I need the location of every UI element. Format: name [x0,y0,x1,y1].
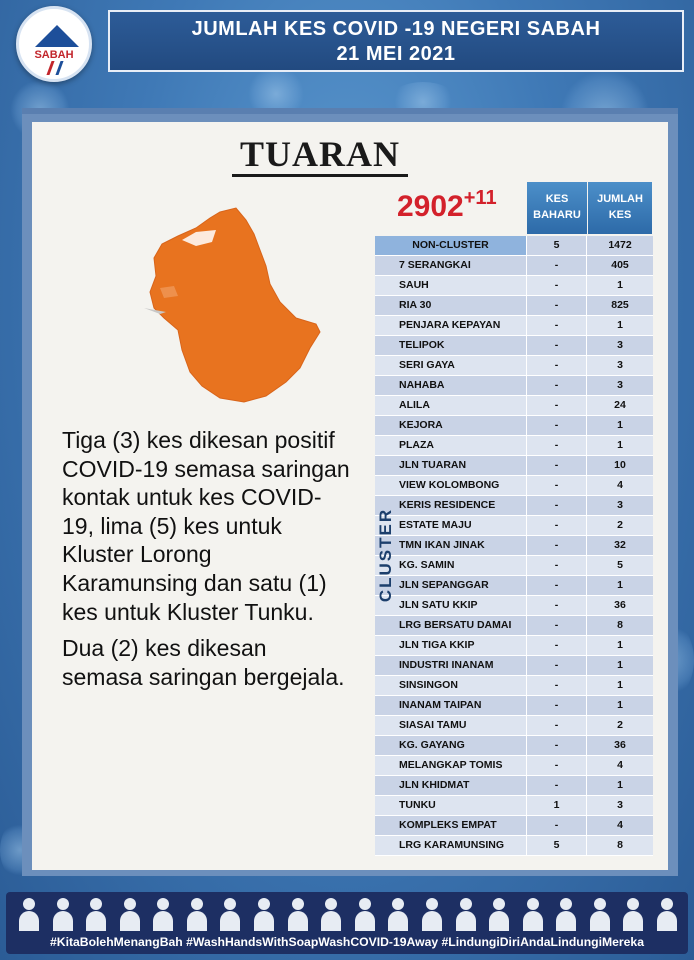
frontliner-figure-icon [320,896,342,932]
table-row [375,356,653,376]
logo [16,6,92,82]
row-total-cases: 1 [587,416,653,435]
row-name: TELIPOK [375,336,527,355]
table-row [375,516,653,536]
table-row [375,836,653,856]
row-new-cases: - [527,516,587,535]
row-total-cases: 4 [587,816,653,835]
table-row [375,616,653,636]
row-new-cases: 1 [527,796,587,815]
frontliner-figure-icon [421,896,443,932]
table-row [375,336,653,356]
row-total-cases: 36 [587,596,653,615]
row-new-cases: - [527,436,587,455]
header-title: JUMLAH KES COVID -19 NEGERI SABAH [191,18,601,40]
column-header-new [527,182,587,234]
table-row [375,316,653,336]
district-title: TUARAN [232,134,408,177]
table-row [375,716,653,736]
row-new-cases: - [527,536,587,555]
row-new-cases: - [527,316,587,335]
row-name: PLAZA [375,436,527,455]
frontliner-figure-icon [287,896,309,932]
page-header [108,10,684,72]
row-name: TUNKU [375,796,527,815]
row-name: SINSINGON [375,676,527,695]
frontliner-figure-icon [119,896,141,932]
header-date: 21 MEI 2021 [336,43,456,65]
frontliner-figure-icon [354,896,376,932]
row-new-cases: - [527,396,587,415]
row-new-cases: - [527,296,587,315]
row-name: 7 SERANGKAI [375,256,527,275]
row-new-cases: - [527,416,587,435]
table-row [375,796,653,816]
case-description [62,426,352,699]
tuaran-district-map [120,200,330,410]
row-name: LRG BERSATU DAMAI [375,616,527,635]
frontliner-figure-icon [253,896,275,932]
table-row [375,816,653,836]
row-new-cases: - [527,256,587,275]
row-total-cases: 1 [587,776,653,795]
row-name: SIASAI TAMU [375,716,527,735]
table-row [375,416,653,436]
row-new-cases: - [527,816,587,835]
row-total-cases: 3 [587,376,653,395]
table-row [375,756,653,776]
table-row-non-cluster [375,236,653,256]
row-new-cases: - [527,336,587,355]
row-total-cases: 1472 [587,236,653,255]
row-total-cases: 1 [587,656,653,675]
table-row [375,376,653,396]
row-new-cases: - [527,596,587,615]
row-total-cases: 1 [587,696,653,715]
row-name: NAHABA [375,376,527,395]
row-total-cases: 405 [587,256,653,275]
frontliner-figure-icon [186,896,208,932]
frontliner-figures-icon [18,896,678,934]
row-total-cases: 4 [587,756,653,775]
new-cases-value: +11 [463,187,497,209]
row-new-cases: - [527,776,587,795]
frontliner-figure-icon [522,896,544,932]
table-row [375,396,653,416]
row-total-cases: 3 [587,496,653,515]
sabah-health-logo-icon [35,25,79,47]
frontliner-figure-icon [622,896,644,932]
table-row [375,476,653,496]
frontliner-figure-icon [219,896,241,932]
table-row [375,676,653,696]
table-row [375,776,653,796]
table-row [375,696,653,716]
cluster-label: CLUSTER [376,507,395,603]
row-total-cases: 24 [587,396,653,415]
table-row [375,436,653,456]
row-name: LRG KARAMUNSING [375,836,527,855]
frontliner-figure-icon [488,896,510,932]
row-new-cases: - [527,656,587,675]
row-new-cases: - [527,636,587,655]
row-name: KOMPLEKS EMPAT [375,816,527,835]
column-header-total-label: JUMLAH KES [597,193,643,221]
row-name: SAUH [375,276,527,295]
row-new-cases: 5 [527,236,587,255]
column-header-total [588,182,652,234]
row-total-cases: 1 [587,276,653,295]
table-row [375,656,653,676]
row-new-cases: - [527,556,587,575]
table-row [375,736,653,756]
row-new-cases: - [527,676,587,695]
row-total-cases: 8 [587,836,653,855]
row-total-cases: 32 [587,536,653,555]
table-row [375,596,653,616]
description-paragraph-2: Dua (2) kes dikesan semasa saringan bergejala. [62,635,345,690]
total-cases-value: 2902 [397,190,464,223]
table-row [375,556,653,576]
table-row [375,456,653,476]
row-total-cases: 3 [587,796,653,815]
row-new-cases: - [527,376,587,395]
row-new-cases: - [527,456,587,475]
footer-hashtags: #KitaBolehMenangBah #WashHandsWithSoapWashCOVID-19Away #LindungiDiriAndaLindungiMereka [50,935,644,949]
table-row [375,576,653,596]
logo-ribbon-icon [46,61,63,75]
row-name: NON-CLUSTER [375,236,527,255]
row-total-cases: 36 [587,736,653,755]
frontliner-figure-icon [555,896,577,932]
frontliner-figure-icon [589,896,611,932]
row-new-cases: - [527,476,587,495]
row-name: ESTATE MAJU [375,516,527,535]
row-name: RIA 30 [375,296,527,315]
row-name: JLN SATU KKIP [375,596,527,615]
row-total-cases: 2 [587,716,653,735]
logo-text: SABAH [34,49,74,61]
row-name: INANAM TAIPAN [375,696,527,715]
row-total-cases: 1 [587,436,653,455]
frontliner-figure-icon [85,896,107,932]
row-name: KG. GAYANG [375,736,527,755]
row-total-cases: 3 [587,336,653,355]
row-total-cases: 1 [587,576,653,595]
row-total-cases: 8 [587,616,653,635]
row-new-cases: - [527,716,587,735]
table-row [375,296,653,316]
row-new-cases: - [527,756,587,775]
table-row [375,636,653,656]
frontliner-figure-icon [18,896,40,932]
row-name: JLN TIGA KKIP [375,636,527,655]
row-name: PENJARA KEPAYAN [375,316,527,335]
row-new-cases: - [527,576,587,595]
row-new-cases: - [527,696,587,715]
row-total-cases: 1 [587,636,653,655]
row-name: KEJORA [375,416,527,435]
total-cases [397,187,497,224]
table-row [375,536,653,556]
cases-table [375,236,653,856]
row-new-cases: - [527,736,587,755]
frontliner-figure-icon [52,896,74,932]
row-total-cases: 2 [587,516,653,535]
frontliner-figure-icon [387,896,409,932]
row-name: INDUSTRI INANAM [375,656,527,675]
table-row [375,256,653,276]
row-name: MELANGKAP TOMIS [375,756,527,775]
row-total-cases: 4 [587,476,653,495]
row-name: JLN KHIDMAT [375,776,527,795]
row-total-cases: 5 [587,556,653,575]
column-header-new-label: KES BAHARU [533,193,581,221]
row-new-cases: 5 [527,836,587,855]
row-new-cases: - [527,616,587,635]
row-name: JLN SEPANGGAR [375,576,527,595]
row-new-cases: - [527,276,587,295]
frontliner-figure-icon [656,896,678,932]
row-name: VIEW KOLOMBONG [375,476,527,495]
frontliner-figure-icon [455,896,477,932]
description-paragraph-1: Tiga (3) kes dikesan positif COVID-19 semasa saringan kontak untuk kes COVID-19, lima (5) kes untuk Kluster Lorong Karamunsing dan satu (1) kes untuk Kluster Tunku. [62,427,350,625]
row-name: SERI GAYA [375,356,527,375]
row-name: TMN IKAN JINAK [375,536,527,555]
frontliner-figure-icon [152,896,174,932]
row-name: JLN TUARAN [375,456,527,475]
table-row [375,276,653,296]
row-total-cases: 1 [587,676,653,695]
row-name: ALILA [375,396,527,415]
row-total-cases: 3 [587,356,653,375]
row-new-cases: - [527,496,587,515]
row-new-cases: - [527,356,587,375]
row-total-cases: 10 [587,456,653,475]
table-row [375,496,653,516]
row-name: KG. SAMIN [375,556,527,575]
row-total-cases: 825 [587,296,653,315]
row-total-cases: 1 [587,316,653,335]
row-name: KERIS RESIDENCE [375,496,527,515]
